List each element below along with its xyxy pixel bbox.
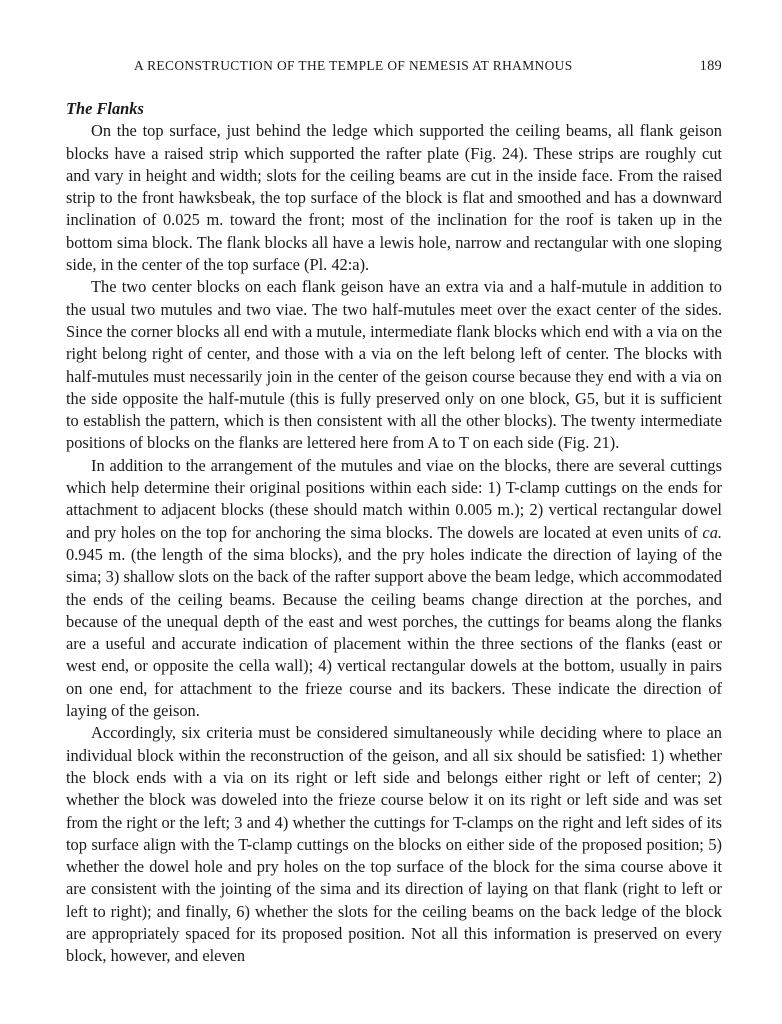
article-body [66, 98, 722, 968]
page-number: 189 [699, 58, 722, 74]
abbreviation-circa: ca. [702, 522, 722, 542]
paragraph-3-part-2: 0.945 m. (the length of the sima blocks), and the pry holes indicate the direction of laying of the sima; 3) shallow slots on the back of the rafter support above the beam ledge, which accommodated the ends of the ceiling beams. Because the ceiling beams change direction at the porches, and because of the unequal depth of the east and west porches, the cuttings for beams along the flanks are a useful and accurate indication of placement within the three sections of the flanks (east or west end, or opposite the cella wall); 4) vertical rectangular dowels at the bottom, usually in pairs on one end, for attachment to the frieze course and its backers. These indicate the direction of laying of the geison. [66, 544, 722, 721]
paragraph-2: The two center blocks on each flank geison have an extra via and a half-mutule in addition to the usual two mutules and two viae. The two half-mutules meet over the exact center of the sides. Since the corner blocks all end with a mutule, intermediate flank blocks which end with a via on the right belong right of center, and those with a via on the left belong left of center. The blocks with half-mutules must necessarily join in the center of the geison course because they end with a via on the side opposite the half-mutule (this is fully preserved only on one block, G5, but it is sufficient to establish the pattern, which is then consistent with all the other blocks). The twenty intermediate positions of blocks on the flanks are lettered here from A to T on each side (Fig. 21). [66, 277, 722, 453]
paragraph-4: Accordingly, six criteria must be considered simultaneously while deciding where to place an individual block within the reconstruction of the geison, and all six should be satisfied: 1) whether the block ends with a via on its right or left side and belongs either right or left of center; 2) whether the block was doweled into the frieze course below it on its right or left side and was set from the right or the left; 3 and 4) whether the cuttings for T-clamps on the right and left sides of its top surface align with the T-clamp cuttings on the blocks on either side of the proposed position; 5) whether the dowel hole and pry holes on the top surface of the block for the sima course above it are consistent with the jointing of the sima and its direction of laying on that flank (right to left or left to right); and finally, 6) whether the slots for the ceiling beams on the back ledge of the block are appropriately spaced for its proposed position. Not all this information is preserved on every block, however, and eleven [66, 723, 722, 966]
paragraph-3 [66, 455, 722, 723]
section-heading: The Flanks [66, 99, 144, 118]
running-head [134, 58, 722, 80]
paragraph-3-part-1: In addition to the arrangement of the mutules and viae on the blocks, there are several cuttings which help determine their original positions within each side: 1) T-clamp cuttings on the ends for attachment to adjacent blocks (these should match within 0.005 m.); 2) vertical rectangular dowel and pry holes on the top for anchoring the sima blocks. The dowels are located at even units of [66, 455, 722, 542]
running-head-title: A RECONSTRUCTION OF THE TEMPLE OF NEMESIS AT RHAMNOUS [134, 58, 573, 73]
paragraph-1: On the top surface, just behind the ledge which supported the ceiling beams, all flank geison blocks have a raised strip which supported the rafter plate (Fig. 24). These strips are roughly cut and vary in height and width; slots for the ceiling beams are cut in the inside face. From the raised strip to the front hawksbeak, the top surface of the block is flat and smoothed and has a downward inclination of 0.025 m. toward the front; most of the inclination for the roof is taken up in the bottom sima block. The flank blocks all have a lewis hole, narrow and rectangular with one sloping side, in the center of the top surface (Pl. 42:a). [66, 121, 722, 275]
